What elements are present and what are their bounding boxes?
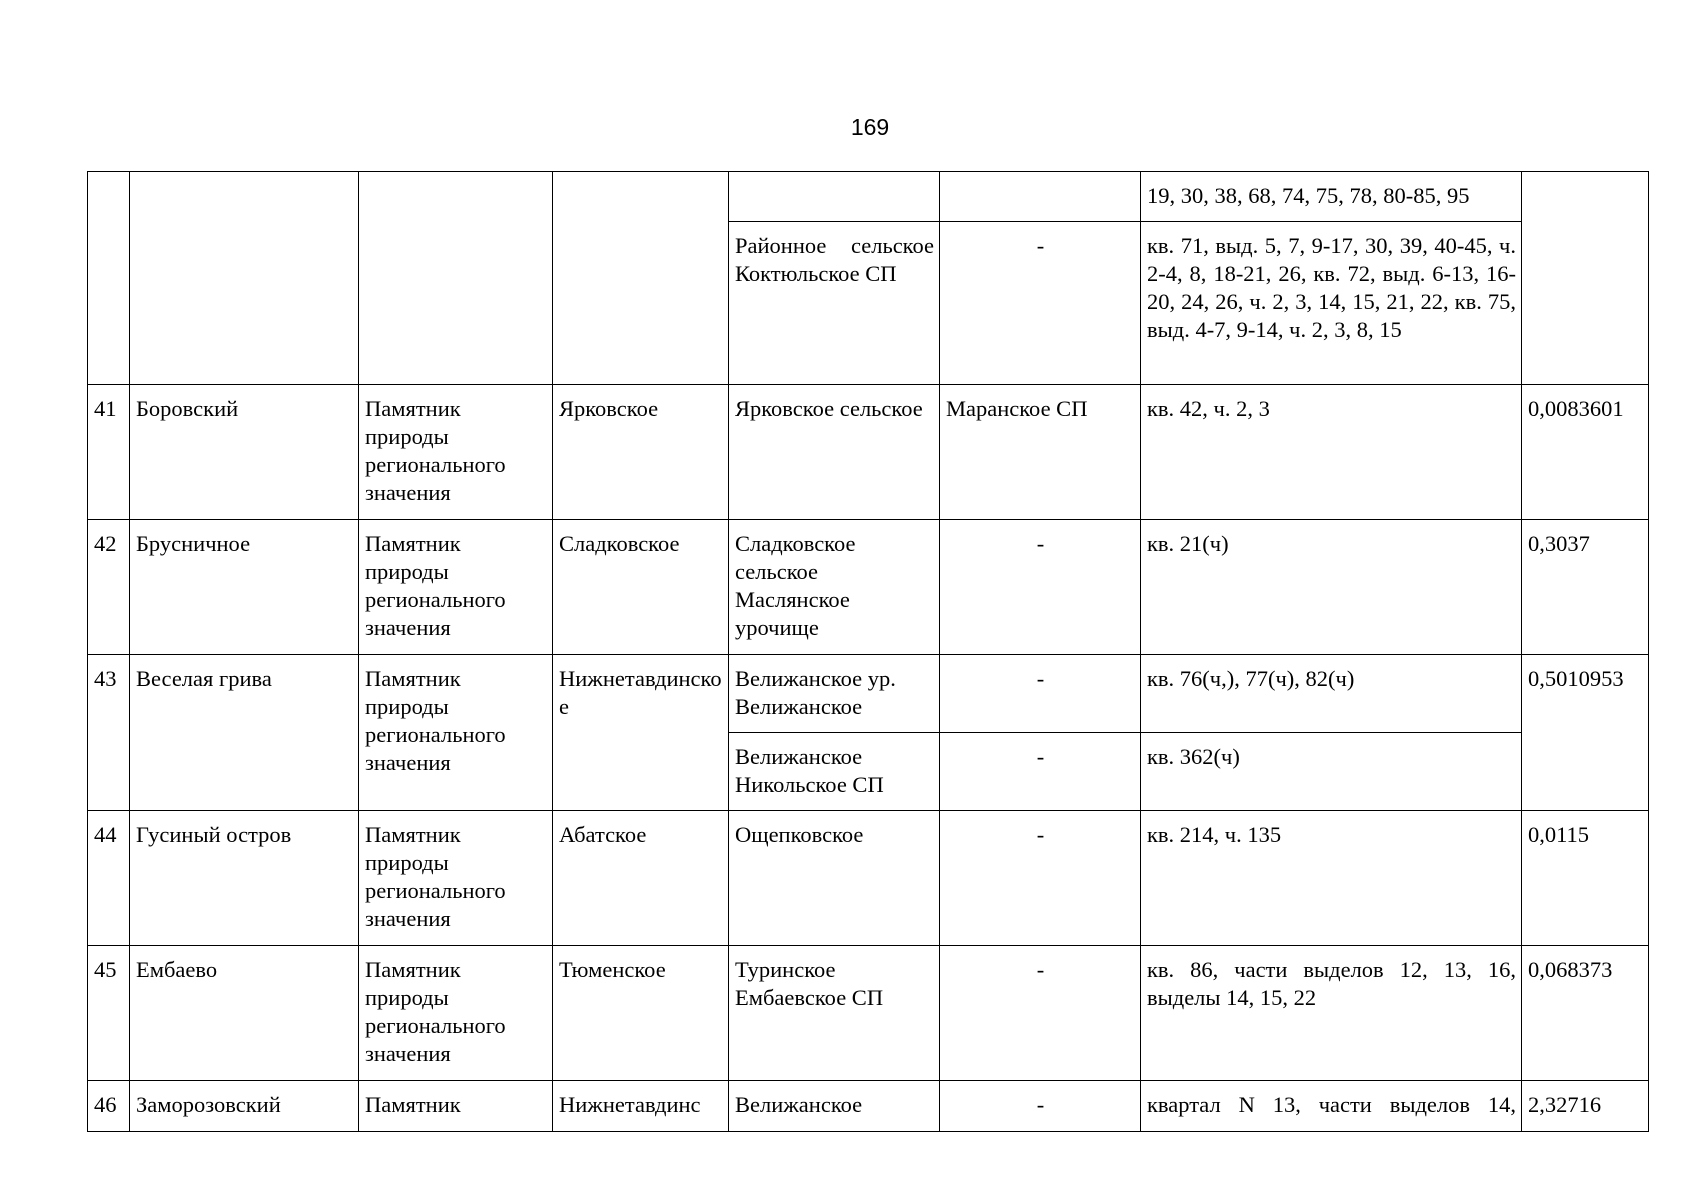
cell-blocks: кв. 21(ч): [1141, 520, 1522, 655]
cell-forestry: Нижнетавдинс: [553, 1081, 729, 1132]
cell-blocks: кв. 86, части выделов 12, 13, 16, выделы 14, 15, 22: [1141, 946, 1522, 1081]
cell-district: -: [940, 1081, 1141, 1132]
cell-num: 41: [88, 385, 130, 520]
cell-subforestry: Сладковское сельское Маслянское урочище: [729, 520, 940, 655]
cell-category: Памятник природы регионального значения: [359, 811, 553, 946]
cell-area: 0,068373: [1522, 946, 1649, 1081]
cell-forestry: Абатское: [553, 811, 729, 946]
page-number: 169: [850, 114, 890, 140]
cell-area: 2,32716: [1522, 1081, 1649, 1132]
cell-num: [88, 172, 130, 385]
table-row: [88, 946, 1649, 1081]
cell-num: 43: [88, 655, 130, 811]
cell-blocks: кв. 42, ч. 2, 3: [1141, 385, 1522, 520]
cell-name: Заморозовский: [130, 1081, 359, 1132]
cell-category: Памятник природы регионального значения: [359, 520, 553, 655]
cell-area: [1522, 172, 1649, 385]
cell-num: 42: [88, 520, 130, 655]
cell-category: Памятник природы регионального значения: [359, 655, 553, 811]
cell-forestry: Нижнетавдинское: [553, 655, 729, 811]
cell-district: -: [940, 655, 1141, 733]
cell-forestry: Сладковское: [553, 520, 729, 655]
cell-district: -: [940, 733, 1141, 811]
cell-subforestry: Районное сельское Коктюльское СП: [729, 222, 940, 385]
cell-district: Маранское СП: [940, 385, 1141, 520]
cell-name: Гусиный остров: [130, 811, 359, 946]
cell-subforestry: Велижанское: [729, 1081, 940, 1132]
cell-name: [130, 172, 359, 385]
cell-category: Памятник: [359, 1081, 553, 1132]
table-row: [88, 811, 1649, 946]
cell-district: -: [940, 520, 1141, 655]
cell-subforestry: Ярковское сельское: [729, 385, 940, 520]
table-row: [88, 385, 1649, 520]
cell-name: Боровский: [130, 385, 359, 520]
cell-name: Брусничное: [130, 520, 359, 655]
cell-category: [359, 172, 553, 385]
cell-blocks: кв. 214, ч. 135: [1141, 811, 1522, 946]
cell-name: Ембаево: [130, 946, 359, 1081]
cell-district: -: [940, 222, 1141, 385]
cell-district: [940, 172, 1141, 222]
cell-blocks: 19, 30, 38, 68, 74, 75, 78, 80-85, 95: [1141, 172, 1522, 222]
table-row: [88, 1081, 1649, 1132]
cell-blocks: кв. 76(ч,), 77(ч), 82(ч): [1141, 655, 1522, 733]
cell-blocks: кв. 362(ч): [1141, 733, 1522, 811]
cell-area: 0,0115: [1522, 811, 1649, 946]
table-row: [88, 520, 1649, 655]
cell-subforestry: Туринское Ембаевское СП: [729, 946, 940, 1081]
cell-forestry: [553, 172, 729, 385]
cell-forestry: Ярковское: [553, 385, 729, 520]
cell-category: Памятник природы регионального значения: [359, 385, 553, 520]
cell-area: 0,5010953: [1522, 655, 1649, 811]
protected-areas-table: [87, 171, 1649, 1132]
cell-num: 46: [88, 1081, 130, 1132]
cell-name: Веселая грива: [130, 655, 359, 811]
cell-category: Памятник природы регионального значения: [359, 946, 553, 1081]
table-row: [88, 655, 1649, 733]
cell-subforestry: Ощепковское: [729, 811, 940, 946]
cell-district: -: [940, 946, 1141, 1081]
table-row: [88, 172, 1649, 222]
cell-blocks: кв. 71, выд. 5, 7, 9-17, 30, 39, 40-45, ч. 2-4, 8, 18-21, 26, кв. 72, выд. 6-13, 16-20, 24, 26, ч. 2, 3, 14, 15, 21, 22, кв. 75, выд. 4-7, 9-14, ч. 2, 3, 8, 15: [1141, 222, 1522, 385]
cell-district: -: [940, 811, 1141, 946]
cell-num: 44: [88, 811, 130, 946]
cell-subforestry: Велижанское Никольское СП: [729, 733, 940, 811]
cell-forestry: Тюменское: [553, 946, 729, 1081]
cell-blocks: квартал N 13, части выделов 14,: [1141, 1081, 1522, 1132]
cell-subforestry: [729, 172, 940, 222]
cell-area: 0,0083601: [1522, 385, 1649, 520]
cell-area: 0,3037: [1522, 520, 1649, 655]
cell-num: 45: [88, 946, 130, 1081]
cell-subforestry: Велижанское ур. Велижанское: [729, 655, 940, 733]
